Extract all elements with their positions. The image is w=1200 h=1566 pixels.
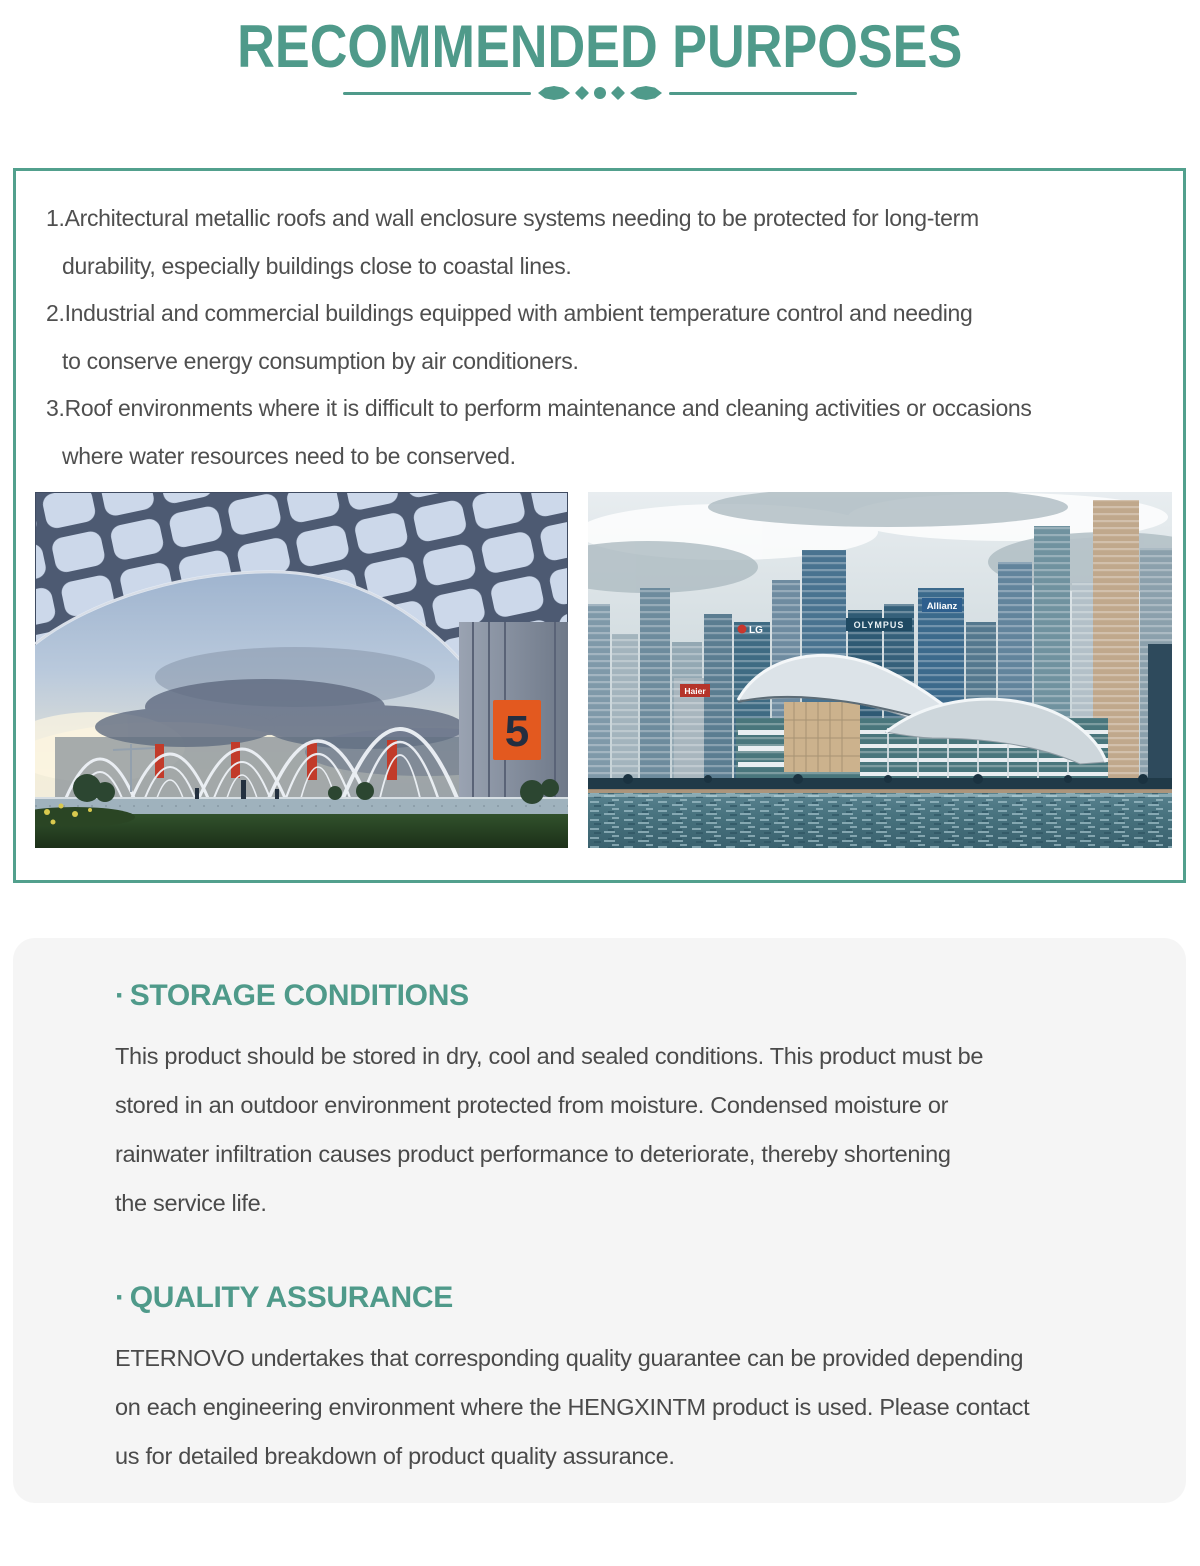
divider-dot-icon <box>594 87 606 99</box>
purposes-box <box>13 168 1186 883</box>
title-divider <box>0 86 1200 100</box>
storage-conditions-heading <box>115 978 1096 1014</box>
storage-conditions-paragraph <box>115 1032 1096 1228</box>
haier-sign-text: Haier <box>684 686 706 696</box>
divider-marquise-icon <box>630 86 662 100</box>
purpose-line: 2.Industrial and commercial buildings equipped with ambient temperature control and needing <box>46 300 973 326</box>
purpose-line: 1.Architectural metallic roofs and wall enclosure systems needing to be protected for long-term <box>46 205 979 231</box>
purpose-list <box>46 195 1169 480</box>
allianz-sign-text: Allianz <box>926 601 958 612</box>
harbor-skyline-photo <box>588 492 1172 848</box>
purpose-line: 3.Roof environments where it is difficult to perform maintenance and cleaning activities or occasions <box>46 395 1032 421</box>
page-header <box>0 0 1200 100</box>
exhibition-center-photo <box>35 492 568 848</box>
purpose-line: to conserve energy consumption by air conditioners. <box>62 347 579 374</box>
paragraph-line: This product should be stored in dry, cool and sealed conditions. This product must be <box>115 1043 984 1069</box>
page-title: RECOMMENDED PURPOSES <box>237 13 963 80</box>
paragraph-line: on each engineering environment where the HENGXINTM product is used. Please contact <box>115 1394 1030 1420</box>
paragraph-line: the service life. <box>115 1190 267 1216</box>
paragraph-line: ETERNOVO undertakes that corresponding quality guarantee can be provided depending <box>115 1345 1024 1371</box>
purpose-line: durability, especially buildings close to coastal lines. <box>62 252 572 279</box>
hall-number-text: 5 <box>504 707 530 756</box>
paragraph-line: stored in an outdoor environment protected from moisture. Condensed moisture or <box>115 1092 949 1118</box>
divider-line <box>343 92 531 95</box>
purpose-line: where water resources need to be conserved. <box>62 442 516 469</box>
lg-logo-icon <box>738 625 747 634</box>
paragraph-line: us for detailed breakdown of product quality assurance. <box>115 1443 675 1469</box>
bullet-dot-icon: · <box>115 979 125 1012</box>
info-panel <box>13 938 1186 1503</box>
bullet-dot-icon: · <box>115 1281 125 1314</box>
storage-conditions-title: STORAGE CONDITIONS <box>129 979 469 1012</box>
paragraph-line: rainwater infiltration causes product performance to deteriorate, thereby shortening <box>115 1141 951 1167</box>
quality-assurance-heading <box>115 1280 1096 1316</box>
quality-assurance-title: QUALITY ASSURANCE <box>129 1281 453 1314</box>
lg-sign-text: LG <box>749 625 763 636</box>
photo-row <box>35 492 1172 848</box>
divider-line <box>669 92 857 95</box>
divider-marquise-icon <box>538 86 570 100</box>
divider-diamond-icon <box>611 86 625 100</box>
olympus-sign-text: OLYMPUS <box>853 620 905 630</box>
divider-diamond-icon <box>575 86 589 100</box>
quality-assurance-paragraph <box>115 1334 1096 1481</box>
